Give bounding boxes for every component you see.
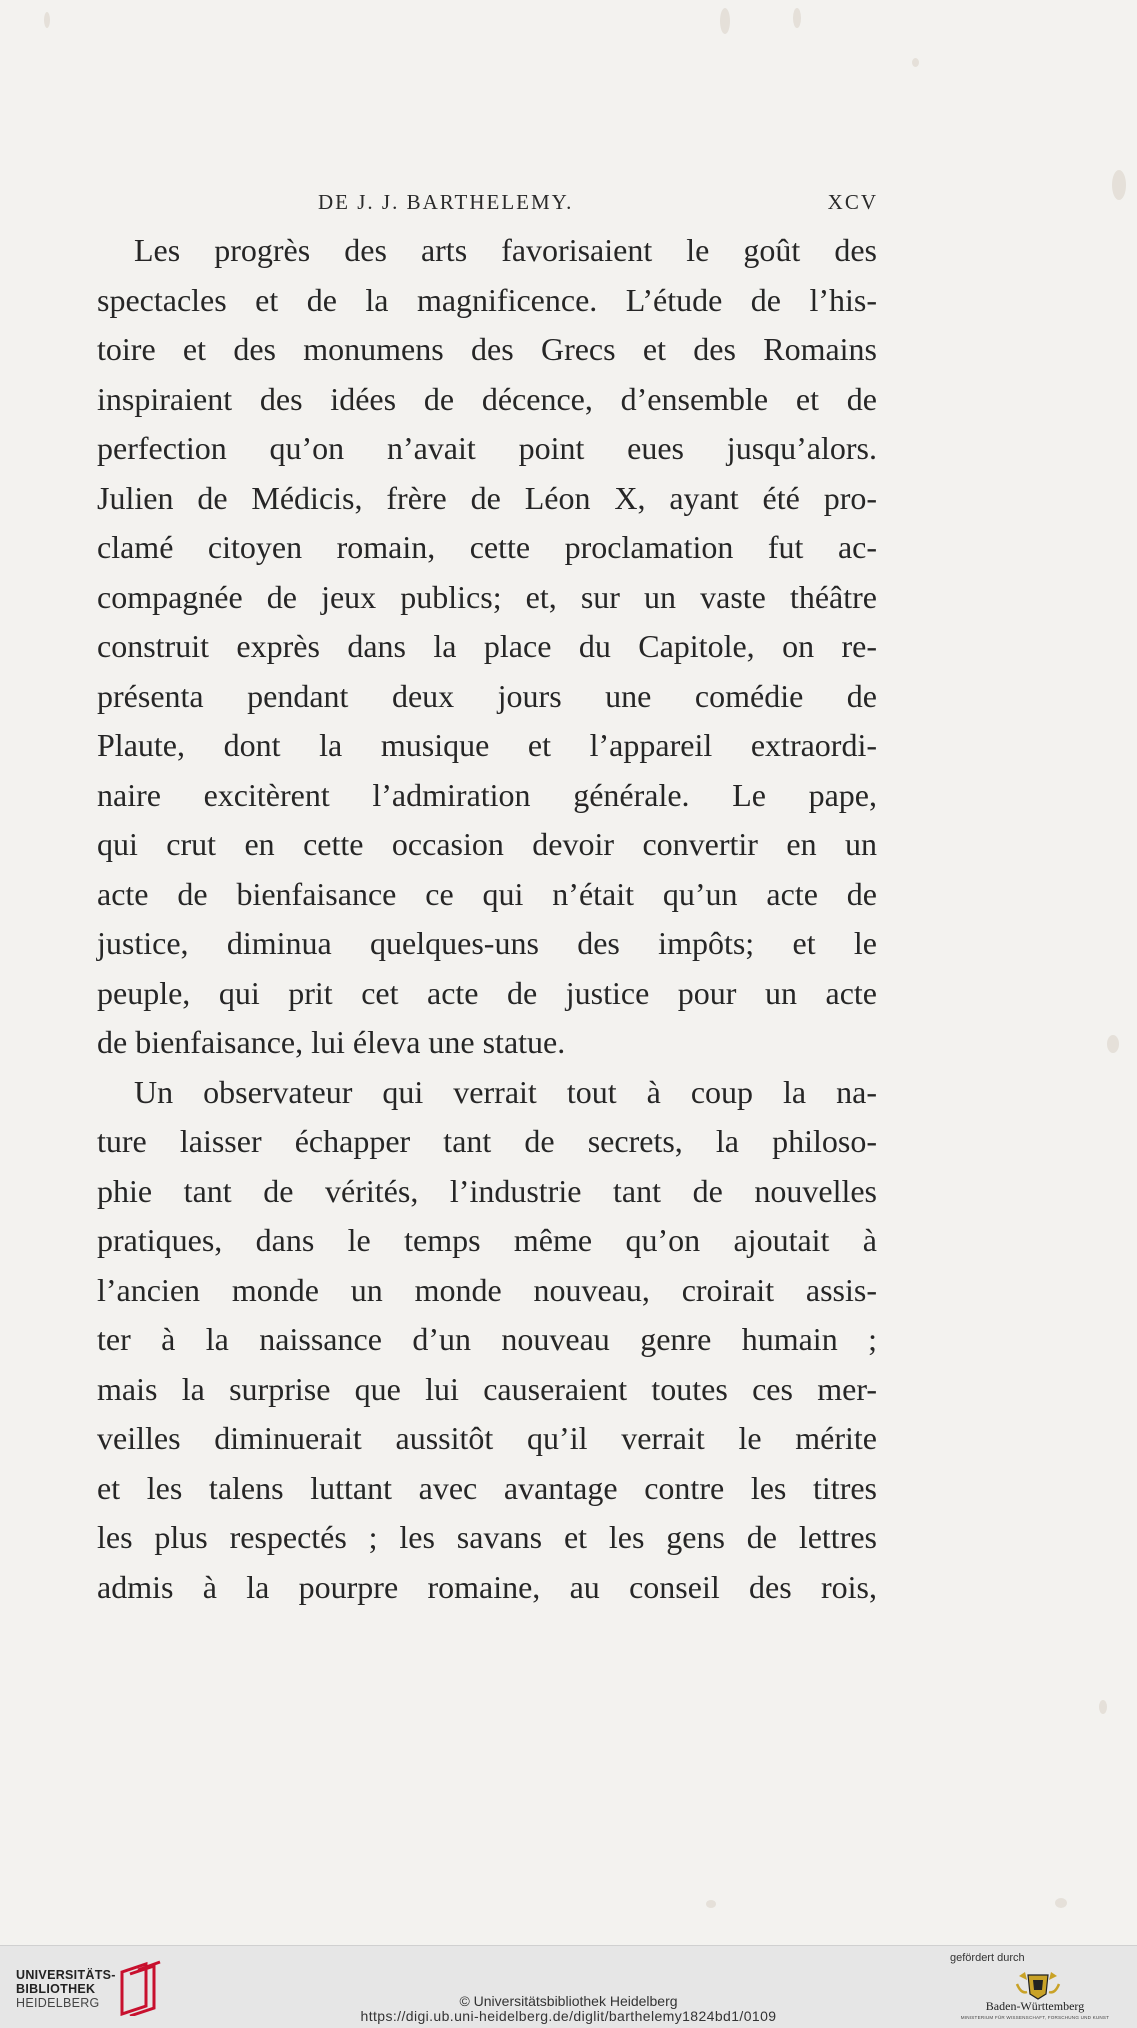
text-line: peuple, qui prit cet acte de justice pour un acte xyxy=(97,974,877,1011)
text-line: spectacles et de la magnificence. L’étude de l’his- xyxy=(97,281,877,318)
library-name-line3: HEIDELBERG xyxy=(16,1996,100,2010)
permalink-url[interactable]: https://digi.ub.uni-heidelberg.de/diglit/barthelemy1824bd1/0109 xyxy=(360,2008,777,2024)
paragraph-2 xyxy=(97,1068,877,1613)
paper-speck xyxy=(706,1900,716,1908)
text-line: de bienfaisance, lui éleva une statue. xyxy=(97,1024,566,1060)
paper-speck xyxy=(44,12,50,28)
text-line: l’ancien monde un monde nouveau, croirait assis- xyxy=(97,1271,877,1308)
paper-speck xyxy=(1112,170,1126,200)
copyright-text: © Universitätsbibliothek Heidelberg xyxy=(459,1993,678,2009)
text-line: compagnée de jeux publics; et, sur un vaste théâtre xyxy=(97,578,877,615)
text-line: justice, diminua quelques-uns des impôts; et le xyxy=(97,925,877,961)
text-line: Plaute, dont la musique et l’appareil extraordi- xyxy=(97,727,877,763)
body-text xyxy=(97,226,877,1612)
running-head-title: DE J. J. BARTHELEMY. xyxy=(318,190,574,214)
text-line: toire et des monumens des Grecs et des Romains xyxy=(97,331,877,367)
text-line: et les talens luttant avec avantage contre les titres xyxy=(97,1469,877,1506)
library-name-line1: UNIVERSITÄTS- xyxy=(16,1968,116,1982)
crest-icon xyxy=(1013,1970,1063,2000)
paper-speck xyxy=(912,58,919,67)
page-number: XCV xyxy=(827,190,878,214)
library-name-line2: BIBLIOTHEK xyxy=(16,1982,96,1996)
viewer-footer xyxy=(0,1945,1137,2028)
text-line: veilles diminuerait aussitôt qu’il verrait le mérite xyxy=(97,1420,877,1456)
text-line: Un observateur qui verrait tout à coup la na- xyxy=(134,1073,877,1110)
text-line: clamé citoyen romain, cette proclamation fut ac- xyxy=(97,529,877,565)
text-line: admis à la pourpre romaine, au conseil des rois, xyxy=(97,1568,877,1605)
paper-speck xyxy=(1099,1700,1107,1714)
text-line: les plus respectés ; les savans et les gens de lettres xyxy=(97,1519,877,1555)
paragraph-1 xyxy=(97,226,877,1068)
sponsor-block[interactable] xyxy=(945,1952,1125,2026)
text-line: ter à la naissance d’un nouveau genre humain ; xyxy=(97,1321,877,1357)
text-line: présenta pendant deux jours une comédie de xyxy=(97,677,877,714)
text-line: pratiques, dans le temps même qu’on ajoutait à xyxy=(97,1222,877,1258)
text-line: perfection qu’on n’avait point eues jusqu’alors. xyxy=(97,430,877,466)
text-line: acte de bienfaisance ce qui n’était qu’un acte de xyxy=(97,875,877,912)
text-line: Les progrès des arts favorisaient le goût des xyxy=(134,232,877,268)
paper-speck xyxy=(720,8,730,34)
running-head xyxy=(318,190,878,218)
paper-speck xyxy=(1055,1898,1067,1908)
text-line: mais la surprise que lui causeraient toutes ces mer- xyxy=(97,1370,877,1407)
paper-speck xyxy=(793,8,801,28)
text-line: Julien de Médicis, frère de Léon X, ayant été pro- xyxy=(97,479,877,516)
text-line: ture laisser échapper tant de secrets, la philoso- xyxy=(97,1123,877,1159)
sponsor-label: gefördert durch xyxy=(950,1952,1025,1964)
text-line: qui crut en cette occasion devoir convertir en un xyxy=(97,826,877,862)
text-line: naire excitèrent l’admiration générale. Le pape, xyxy=(97,776,877,813)
paper-speck xyxy=(1107,1035,1119,1053)
text-line: construit exprès dans la place du Capitole, on re- xyxy=(97,628,877,664)
sponsor-ministry: MINISTERIUM FÜR WISSENSCHAFT, FORSCHUNG UND KUNST xyxy=(960,2015,1110,2020)
sponsor-name: Baden-Württemberg xyxy=(985,1999,1085,2013)
text-line: phie tant de vérités, l’industrie tant de nouvelles xyxy=(97,1172,877,1209)
text-line: inspiraient des idées de décence, d’ensemble et de xyxy=(97,380,877,417)
